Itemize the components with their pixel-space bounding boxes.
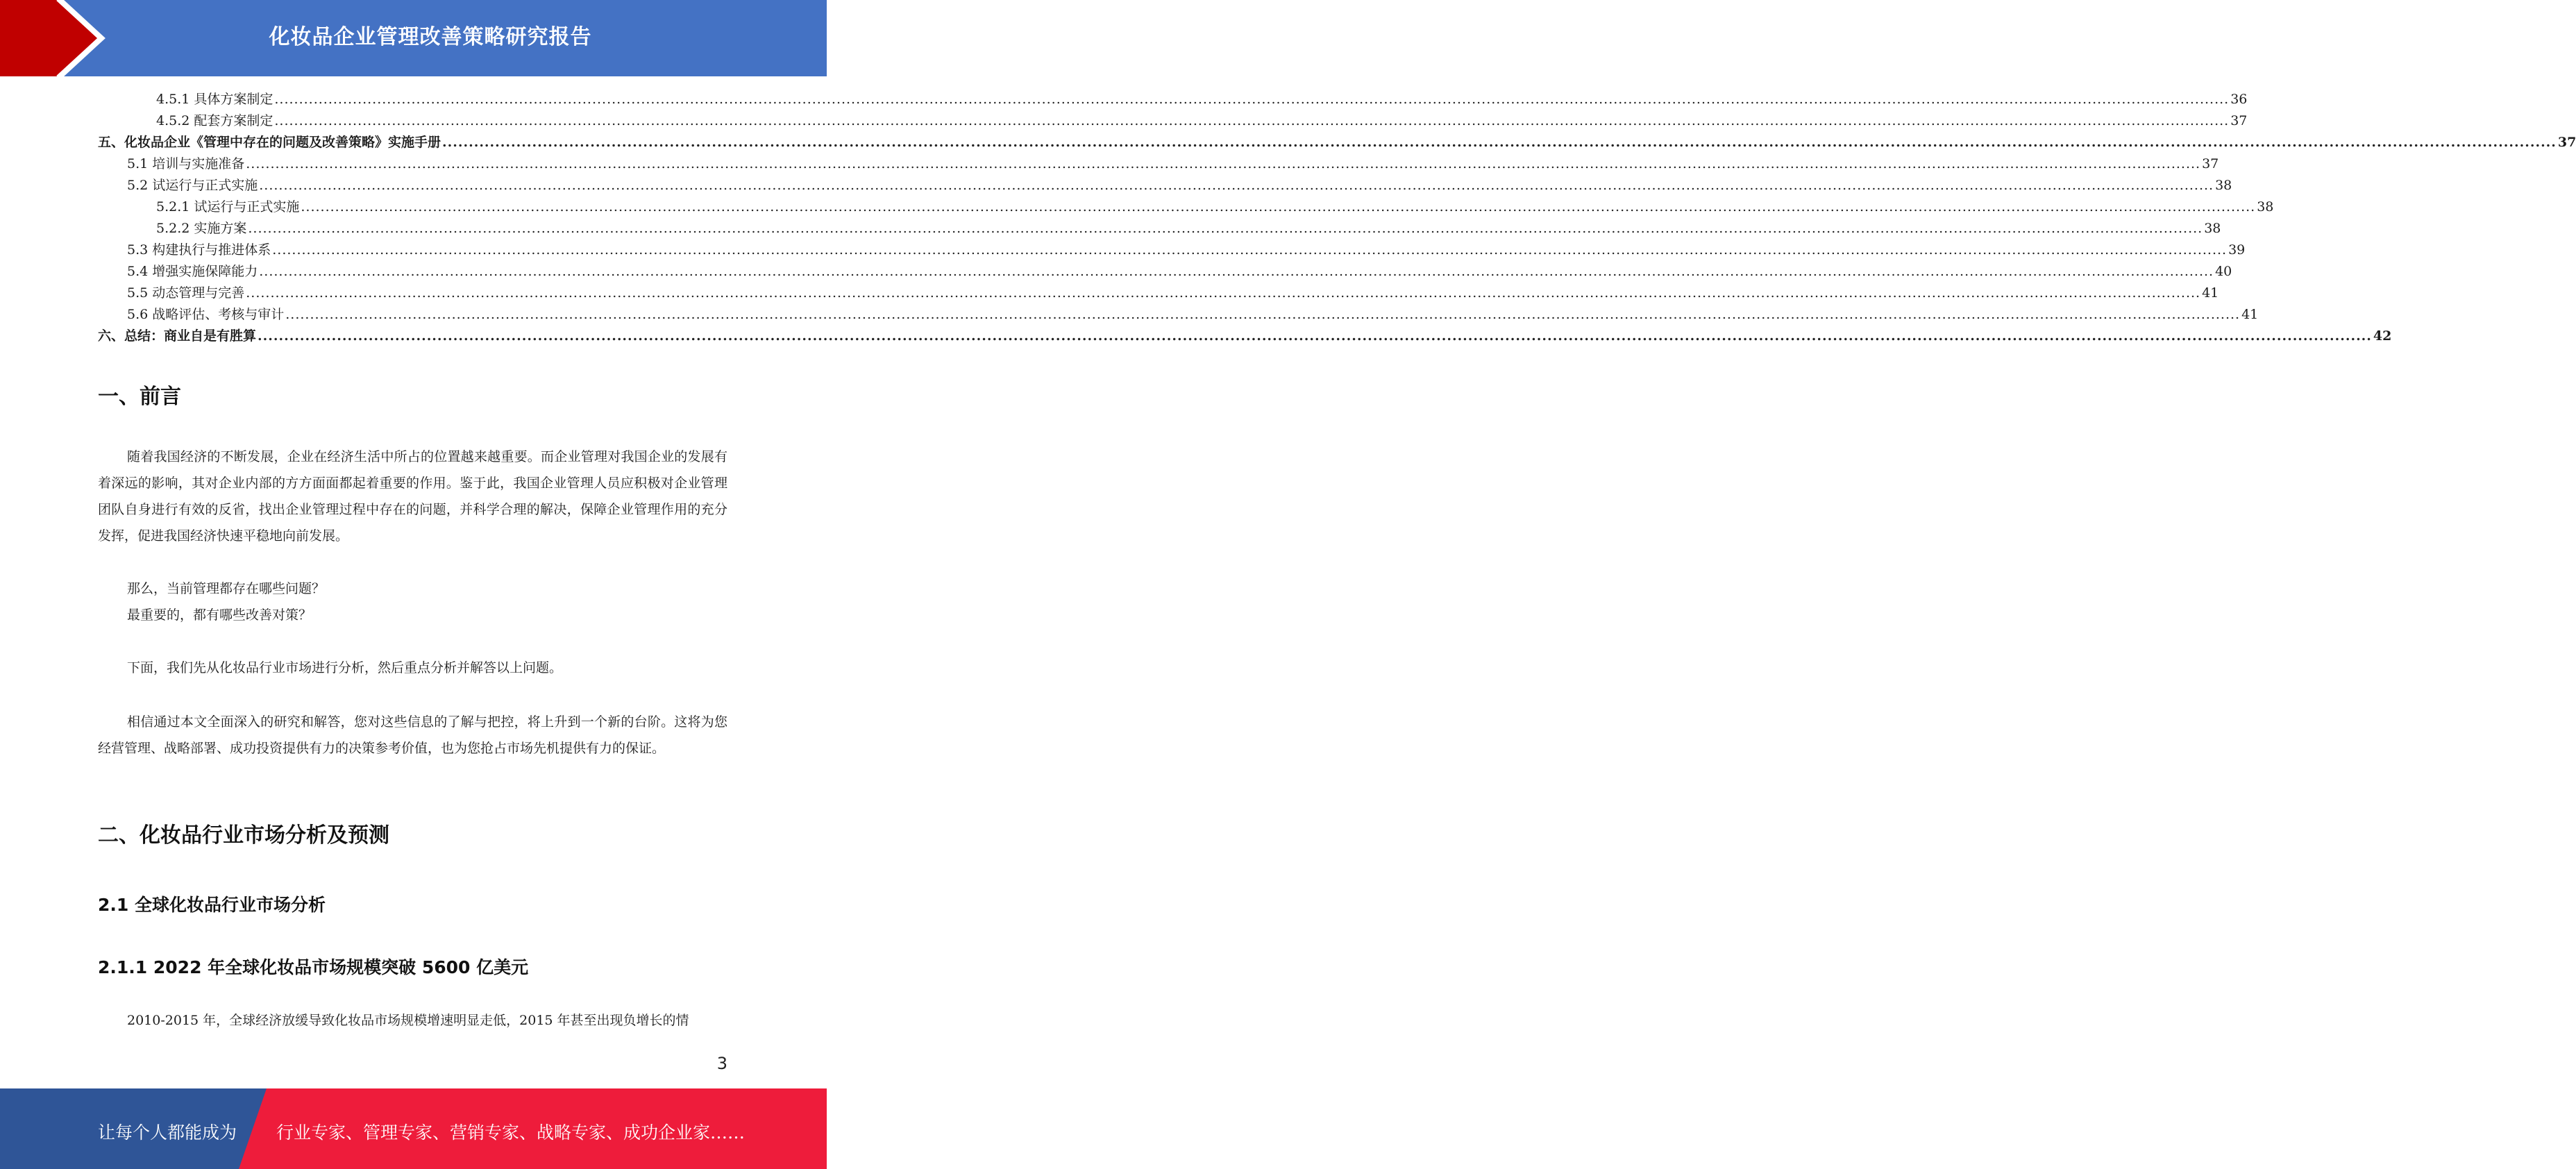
toc-entry-page: 42 <box>2373 328 2392 344</box>
toc-leader-dots: ................................................................................................................................................................................................................................................................................................................................................................................................................ <box>258 328 2372 344</box>
toc-entry-label: 六、总结：商业自是有胜算 <box>98 328 257 344</box>
toc-entry[interactable] <box>98 304 2259 326</box>
toc-entry[interactable] <box>98 261 2232 283</box>
toc-leader-dots: ................................................................................................................................................................................................................................................................................................................................................................................................................ <box>259 264 2214 279</box>
toc-entry[interactable] <box>98 110 2248 132</box>
toc-entry[interactable] <box>98 218 2221 239</box>
footer-slogan-right: 行业专家、管理专家、营销专家、战略专家、成功企业家…… <box>276 1122 746 1143</box>
toc-leader-dots: ................................................................................................................................................................................................................................................................................................................................................................................................................ <box>248 221 2203 236</box>
table-of-contents <box>98 89 2576 347</box>
toc-entry-page: 40 <box>2215 264 2232 279</box>
section-heading-market-analysis: 二、化妆品行业市场分析及预测 <box>98 823 389 848</box>
toc-entry-page: 38 <box>2257 199 2274 215</box>
toc-leader-dots: ................................................................................................................................................................................................................................................................................................................................................................................................................ <box>246 285 2201 301</box>
toc-leader-dots: ................................................................................................................................................................................................................................................................................................................................................................................................................ <box>246 156 2201 171</box>
toc-leader-dots: ................................................................................................................................................................................................................................................................................................................................................................................................................ <box>301 199 2256 215</box>
toc-entry-label: 4.5.2 配套方案制定 <box>156 113 273 128</box>
subsubsection-heading-market-size: 2.1.1 2022 年全球化妆品市场规模突破 5600 亿美元 <box>98 957 529 977</box>
subsection-heading-global: 2.1 全球化妆品行业市场分析 <box>98 895 326 915</box>
section-heading-preface: 一、前言 <box>98 385 181 409</box>
toc-entry[interactable] <box>98 89 2248 110</box>
header-red-chevron <box>0 0 103 76</box>
preface-paragraph-1: 随着我国经济的不断发展，企业在经济生活中所占的位置越来越重要。而企业管理对我国企业的发展有着深远的影响，其对企业内部的方方面面都起着重要的作用。鉴于此，我国企业管理人员应积极对企业管理团队自身进行有效的反省，找出企业管理过程中存在的问题，并科学合理的解决，保障企业管理作用的充分发挥，促进我国经济快速平稳地向前发展。 <box>98 449 727 544</box>
toc-entry-label: 5.5 动态管理与完善 <box>127 285 245 301</box>
toc-entry-page: 37 <box>2202 156 2219 171</box>
preface-question-1: 那么，当前管理都存在哪些问题？ <box>127 581 326 596</box>
toc-entry-label: 5.4 增强实施保障能力 <box>127 264 258 279</box>
toc-entry[interactable] <box>98 132 2576 153</box>
toc-leader-dots: ................................................................................................................................................................................................................................................................................................................................................................................................................ <box>442 135 2557 150</box>
toc-leader-dots: ................................................................................................................................................................................................................................................................................................................................................................................................................ <box>259 178 2214 193</box>
page-footer <box>0 1088 827 1169</box>
toc-entry-label: 5.1 培训与实施准备 <box>127 156 245 171</box>
header-title: 化妆品企业管理改善策略研究报告 <box>269 25 592 49</box>
toc-entry-page: 41 <box>2202 285 2219 301</box>
toc-entry[interactable] <box>98 239 2246 261</box>
page-number: 3 <box>716 1054 727 1073</box>
toc-entry-page: 41 <box>2241 307 2259 322</box>
toc-entry[interactable] <box>98 326 2392 347</box>
toc-entry-label: 4.5.1 具体方案制定 <box>156 92 273 107</box>
market-paragraph-1: 2010-2015 年，全球经济放缓导致化妆品市场规模增速明显走低，2015 年甚至出现负增长的情 <box>127 1013 689 1028</box>
toc-entry-page: 38 <box>2215 178 2232 193</box>
toc-entry-label: 五、化妆品企业《管理中存在的问题及改善策略》实施手册 <box>98 135 441 150</box>
toc-leader-dots: ................................................................................................................................................................................................................................................................................................................................................................................................................ <box>274 92 2230 107</box>
toc-entry-label: 5.2.1 试运行与正式实施 <box>156 199 300 215</box>
toc-entry[interactable] <box>98 283 2219 304</box>
footer-slogan-left: 让每个人都能成为 <box>98 1122 237 1143</box>
toc-entry-page: 36 <box>2230 92 2248 107</box>
toc-entry-page: 38 <box>2204 221 2221 236</box>
toc-leader-dots: ................................................................................................................................................................................................................................................................................................................................................................................................................ <box>272 242 2228 258</box>
preface-paragraph-3: 相信通过本文全面深入的研究和解答，您对这些信息的了解与把控，将上升到一个新的台阶。这将为您经营管理、战略部署、成功投资提供有力的决策参考价值，也为您抢占市场先机提供有力的保证。 <box>98 714 727 756</box>
toc-entry[interactable] <box>98 196 2274 218</box>
page-header <box>0 0 827 76</box>
toc-leader-dots: ................................................................................................................................................................................................................................................................................................................................................................................................................ <box>285 307 2241 322</box>
toc-entry-page: 37 <box>2557 135 2576 150</box>
toc-entry-page: 37 <box>2230 113 2248 128</box>
toc-entry-page: 39 <box>2228 242 2246 258</box>
toc-entry-label: 5.2 试运行与正式实施 <box>127 178 258 193</box>
preface-question-2: 最重要的，都有哪些改善对策？ <box>127 607 312 623</box>
toc-entry[interactable] <box>98 153 2219 175</box>
toc-entry-label: 5.2.2 实施方案 <box>156 221 247 236</box>
toc-entry-label: 5.3 构建执行与推进体系 <box>127 242 271 258</box>
toc-entry[interactable] <box>98 175 2232 196</box>
preface-paragraph-2: 下面，我们先从化妆品行业市场进行分析，然后重点分析并解答以上问题。 <box>127 660 563 675</box>
header-arrow-decoration <box>0 0 111 76</box>
toc-entry-label: 5.6 战略评估、考核与审计 <box>127 307 285 322</box>
toc-leader-dots: ................................................................................................................................................................................................................................................................................................................................................................................................................ <box>274 113 2230 128</box>
